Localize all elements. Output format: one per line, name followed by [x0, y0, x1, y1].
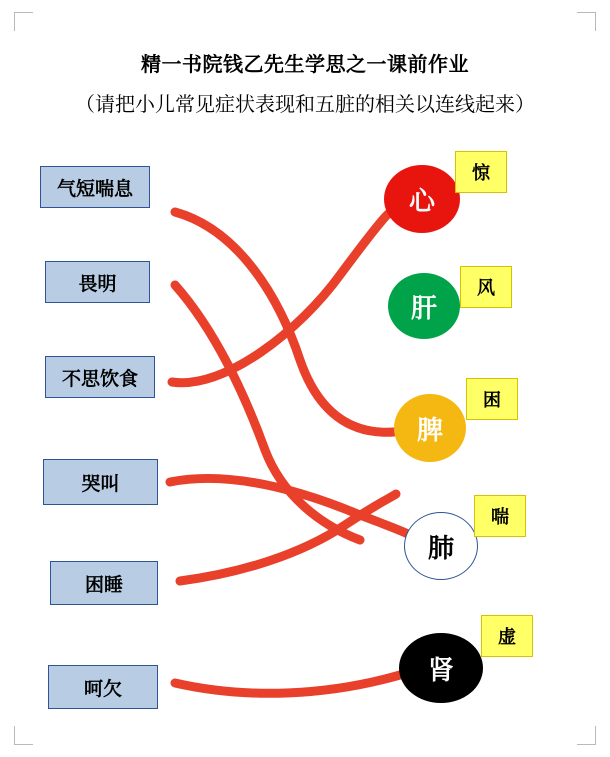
symptom-box[interactable]: 畏明	[45, 261, 150, 303]
connection-line	[172, 214, 388, 383]
keyword-tag: 喘	[474, 495, 526, 537]
organ-circle[interactable]: 肺	[404, 512, 478, 580]
page-title: 精一书院钱乙先生学思之一课前作业	[141, 54, 469, 76]
symptom-box[interactable]: 气短喘息	[40, 166, 150, 208]
symptom-box[interactable]: 哭叫	[43, 459, 158, 505]
keyword-tag: 困	[466, 378, 518, 420]
keyword-tag: 惊	[455, 151, 507, 193]
page-subtitle: （请把小儿常见症状表现和五脏的相关以连线起来）	[75, 94, 535, 116]
organ-circle[interactable]: 心	[384, 165, 460, 233]
organ-circle[interactable]: 脾	[394, 394, 466, 462]
symptom-box[interactable]: 困睡	[50, 561, 158, 605]
organ-circle[interactable]: 肾	[399, 633, 483, 703]
symptom-box[interactable]: 呵欠	[48, 665, 158, 709]
keyword-tag: 风	[460, 266, 512, 308]
symptom-box[interactable]: 不思饮食	[45, 356, 155, 398]
keyword-tag: 虚	[481, 615, 533, 657]
organ-circle[interactable]: 肝	[388, 273, 460, 339]
connection-line	[175, 675, 400, 693]
